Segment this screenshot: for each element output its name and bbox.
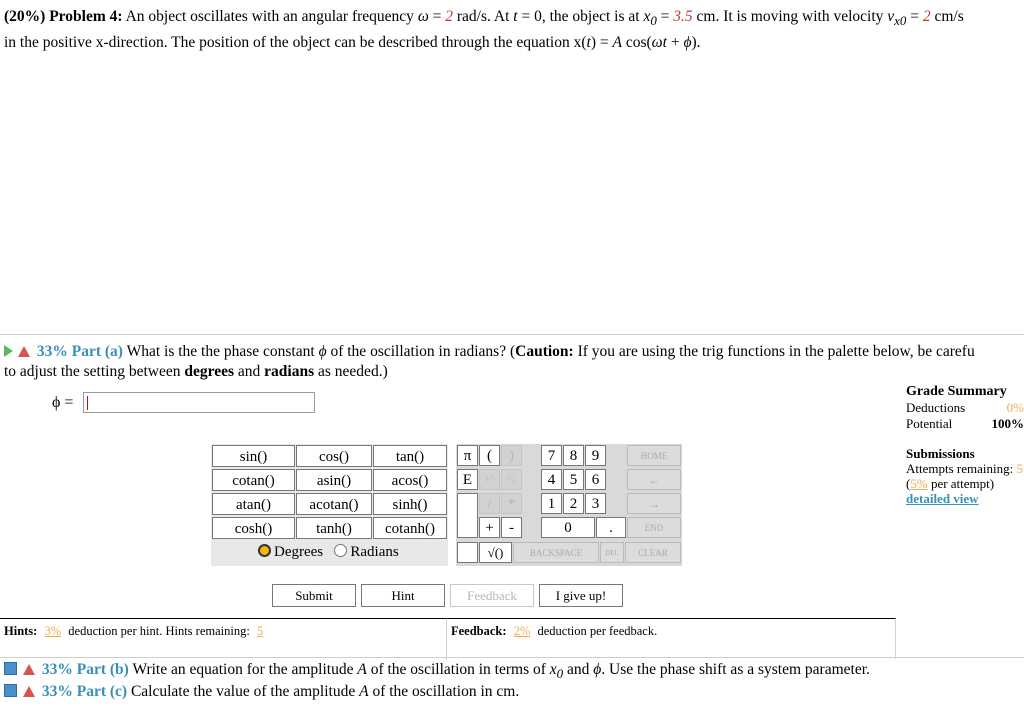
v-subscript: x0: [894, 13, 907, 29]
problem-text: An object oscillates with an angular frequency: [125, 8, 414, 25]
submissions-panel: [906, 446, 1024, 506]
digit-5-key[interactable]: 5: [563, 469, 584, 490]
function-cotan-button[interactable]: cotan(): [212, 469, 295, 491]
warning-icon: [18, 346, 30, 357]
backspace-key[interactable]: BACKSPACE: [513, 542, 599, 563]
sqrt-key[interactable]: √(): [479, 542, 512, 563]
grade-summary: [906, 384, 1024, 432]
part-b-text-2: of the oscillation in terms of: [370, 661, 546, 678]
feedback-pct: 2%: [513, 624, 531, 638]
part-b-percent: 33% Part (b): [41, 661, 129, 678]
part-b-x0-sub: 0: [556, 666, 564, 682]
feedback-text: deduction per feedback.: [537, 624, 658, 638]
omega-symbol: ω: [417, 8, 429, 25]
blank-key-2: [457, 542, 478, 563]
part-b-amplitude: A: [357, 661, 367, 678]
part-b-phi: ϕ: [593, 661, 602, 678]
t-symbol-2: t: [586, 34, 591, 52]
problem-text-6: ).: [691, 34, 701, 52]
power-up-key[interactable]: ↑^: [479, 469, 500, 490]
part-c-amplitude: A: [359, 683, 369, 700]
angle-mode-selector: [258, 543, 399, 561]
t-symbol: t: [513, 8, 518, 25]
digit-6-key[interactable]: 6: [585, 469, 606, 490]
power-down-key[interactable]: ^↓: [501, 469, 522, 490]
cursor-right-key[interactable]: →: [627, 493, 681, 514]
part-b-text-3: and: [567, 661, 590, 678]
problem-label: Problem 4:: [49, 8, 123, 25]
digit-2-key[interactable]: 2: [563, 493, 584, 514]
function-tan-button[interactable]: tan(): [373, 445, 447, 467]
omega-unit: rad/s. At: [453, 8, 514, 25]
part-c-text-2: of the oscillation in cm.: [372, 683, 520, 700]
problem-weight: (20%): [4, 8, 46, 25]
plus-key[interactable]: +: [479, 517, 500, 538]
degrees-bold: degrees: [184, 363, 235, 380]
per-attempt-pct: 5%: [910, 476, 928, 491]
cursor-left-key[interactable]: ←: [627, 469, 681, 490]
digit-9-key[interactable]: 9: [585, 445, 606, 466]
digit-3-key[interactable]: 3: [585, 493, 606, 514]
part-a-line2-end: as needed.): [318, 363, 388, 380]
part-a-header: [4, 342, 1024, 362]
problem-text-3: ) =: [590, 34, 613, 52]
hints-box: [0, 618, 446, 659]
digit-7-key[interactable]: 7: [541, 445, 562, 466]
function-acotan-button[interactable]: acotan(): [296, 493, 372, 515]
deductions-value: 0%: [1006, 400, 1024, 415]
potential-label: Potential: [906, 416, 953, 431]
section-divider-2: [0, 657, 1024, 658]
expand-play-icon[interactable]: [4, 345, 13, 357]
attempts-label: Attempts remaining:: [906, 461, 1014, 476]
equals-text: =: [656, 8, 674, 25]
answer-input[interactable]: [83, 392, 315, 413]
answer-label: ϕ =: [52, 394, 74, 411]
function-asin-button[interactable]: asin(): [296, 469, 372, 491]
part-b-header[interactable]: [4, 660, 1022, 684]
minus-key[interactable]: -: [501, 517, 522, 538]
collapsed-icon[interactable]: [4, 684, 17, 697]
equals-text: =: [428, 8, 446, 25]
feedback-box: [446, 618, 896, 659]
degrees-radio[interactable]: [258, 544, 271, 557]
function-atan-button[interactable]: atan(): [212, 493, 295, 515]
part-a-percent: 33% Part (a): [36, 343, 123, 360]
amplitude-symbol: A: [612, 34, 622, 52]
function-sin-button[interactable]: sin(): [212, 445, 295, 467]
and-text: and: [237, 363, 261, 380]
hints-text: deduction per hint. Hints remaining:: [68, 624, 250, 638]
section-divider: [0, 334, 1024, 335]
function-cos-button[interactable]: cos(): [296, 445, 372, 467]
blank-key: [457, 493, 478, 538]
radians-bold: radians: [264, 363, 315, 380]
radians-label: Radians: [350, 544, 399, 560]
x0-symbol: x: [643, 8, 651, 25]
collapsed-icon[interactable]: [4, 662, 17, 675]
part-b-x0: x: [549, 661, 557, 678]
delete-key[interactable]: DEL: [600, 542, 624, 563]
part-a-line2-text: to adjust the setting between: [4, 363, 181, 380]
t-text: = 0, the object is at: [517, 8, 644, 25]
function-cosh-button[interactable]: cosh(): [212, 517, 295, 539]
x0-value: 3.5: [673, 8, 693, 25]
problem-text-4: cos(: [621, 34, 652, 52]
digit-1-key[interactable]: 1: [541, 493, 562, 514]
x0-unit: cm. It is moving with velocity: [692, 8, 888, 25]
exponent-key[interactable]: E: [457, 469, 478, 490]
equals-text: =: [906, 8, 923, 25]
hints-label: Hints:: [4, 624, 38, 638]
problem-text-5: +: [666, 34, 684, 52]
feedback-button[interactable]: Feedback: [450, 584, 534, 607]
part-a-question: What is the the phase constant: [126, 343, 315, 360]
v-value: 2: [922, 8, 931, 25]
digit-4-key[interactable]: 4: [541, 469, 562, 490]
caution-label: Caution:: [515, 343, 574, 360]
feedback-label: Feedback:: [451, 624, 507, 638]
end-key[interactable]: END: [627, 517, 681, 538]
left-paren-key[interactable]: (: [479, 445, 500, 466]
decimal-key[interactable]: .: [596, 517, 626, 538]
attempts-value: 5: [1016, 461, 1023, 476]
deductions-label: Deductions: [906, 400, 966, 415]
hints-remaining: 5: [256, 624, 264, 638]
text-caret: [87, 396, 88, 410]
divide-key[interactable]: /: [479, 493, 500, 514]
function-tanh-button[interactable]: tanh(): [296, 517, 372, 539]
multiply-key[interactable]: *: [501, 493, 522, 514]
part-a-question-2: of the oscillation in radians? (: [330, 343, 516, 360]
part-c-text-1: Calculate the value of the amplitude: [130, 683, 356, 700]
submit-button[interactable]: Submit: [272, 584, 356, 607]
right-paren-key[interactable]: ): [501, 445, 522, 466]
part-a-line-2: [4, 362, 1022, 382]
part-c-percent: 33% Part (c): [41, 683, 128, 700]
give-up-button[interactable]: I give up!: [539, 584, 623, 607]
hints-pct: 3%: [44, 624, 62, 638]
warning-icon: [23, 686, 35, 697]
part-a-phi: ϕ: [318, 343, 327, 360]
clear-key[interactable]: CLEAR: [625, 542, 681, 563]
degrees-label: Degrees: [274, 544, 324, 560]
digit-8-key[interactable]: 8: [563, 445, 584, 466]
digit-0-key[interactable]: 0: [541, 517, 595, 538]
warning-icon: [23, 664, 35, 675]
potential-value: 100%: [991, 416, 1024, 431]
phi-symbol: ϕ: [683, 34, 692, 52]
part-b-text-1: Write an equation for the amplitude: [132, 661, 354, 678]
v-symbol: v: [887, 8, 895, 25]
home-key[interactable]: HOME: [627, 445, 681, 466]
caution-text: If you are using the trig functions in the palette below, be carefu: [577, 343, 975, 360]
omega-t-symbol: ωt: [651, 34, 667, 52]
per-attempt-text: per attempt): [927, 476, 995, 491]
paren-open: (: [906, 476, 911, 491]
function-sinh-button[interactable]: sinh(): [373, 493, 447, 515]
part-c-header[interactable]: [4, 682, 1022, 702]
problem-text-2: in the positive x-direction. The position of the object can be described through the equation x(: [4, 34, 587, 52]
grade-summary-title: Grade Summary: [906, 384, 1007, 399]
part-b-text-4: . Use the phase shift as a system parameter.: [601, 661, 870, 678]
hint-button[interactable]: Hint: [361, 584, 445, 607]
detailed-view-link[interactable]: detailed view: [906, 491, 979, 506]
function-cotanh-button[interactable]: cotanh(): [373, 517, 447, 539]
submissions-title: Submissions: [906, 446, 975, 461]
x0-subscript: 0: [650, 13, 657, 29]
v-unit: cm/s: [930, 8, 964, 25]
radians-radio[interactable]: [334, 544, 347, 557]
function-acos-button[interactable]: acos(): [373, 469, 447, 491]
omega-value: 2: [445, 8, 454, 25]
problem-statement: [4, 6, 1022, 54]
pi-key[interactable]: π: [457, 445, 478, 466]
